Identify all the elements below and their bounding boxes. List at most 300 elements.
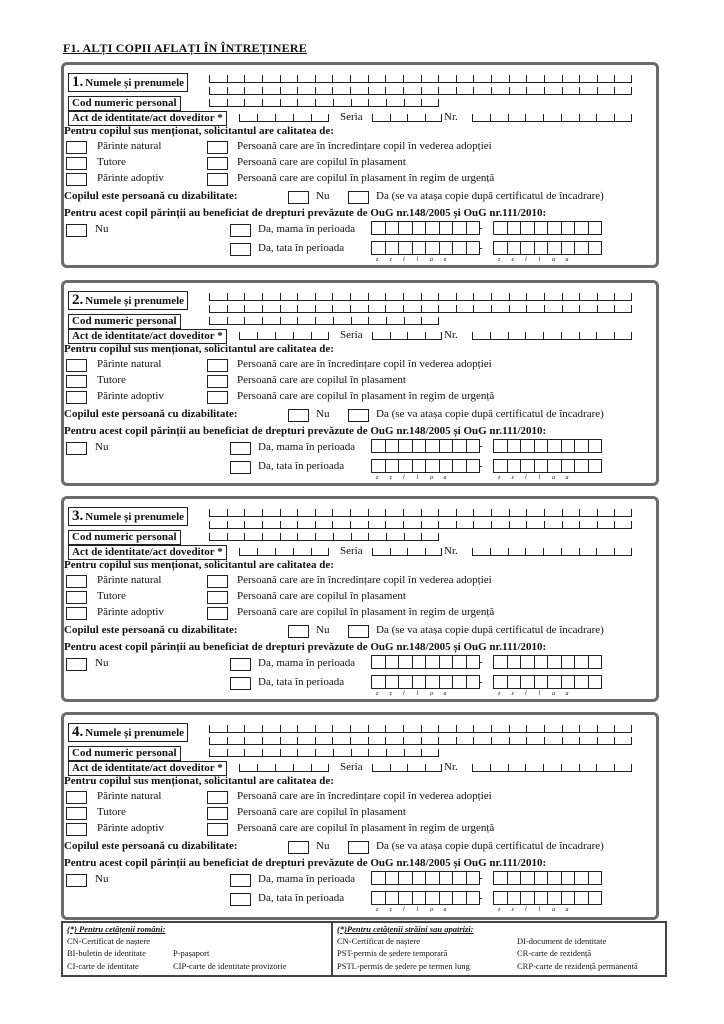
legend-box: [61, 921, 667, 977]
date-hint: l: [525, 907, 527, 913]
cnp-field[interactable]: [209, 99, 439, 107]
date-digit-cell[interactable]: [398, 891, 413, 913]
date-digit-cell[interactable]: [385, 871, 400, 885]
date-hint: l: [416, 691, 419, 697]
dizabilitate-nu-checkbox[interactable]: [288, 625, 309, 638]
section-number: 2.: [72, 292, 84, 308]
date-hint: z: [376, 475, 379, 481]
nr-label: Nr.: [444, 111, 458, 123]
date-digit-cell[interactable]: [493, 221, 508, 235]
date-digit-cell[interactable]: [493, 871, 508, 885]
date-digit-cell[interactable]: [588, 241, 603, 255]
incredintare-label: Persoană care are în încredințare copil în vederea adopției: [237, 140, 492, 152]
parinte-adoptiv-label: Părinte adoptiv: [97, 606, 164, 618]
plasament-checkbox[interactable]: [207, 591, 228, 604]
date-digit-cell[interactable]: [412, 871, 427, 885]
mama-period-start[interactable]: [372, 871, 480, 885]
plasament-label: Persoană care are copilul în plasament: [237, 374, 406, 386]
date-digit-cell[interactable]: [452, 655, 467, 669]
parinte-natural-checkbox[interactable]: [66, 359, 87, 372]
date-digit-cell[interactable]: [412, 891, 427, 913]
date-digit-cell[interactable]: [561, 871, 576, 885]
mama-period-start[interactable]: [372, 221, 480, 235]
date-digit-cell[interactable]: [588, 871, 603, 885]
date-digit-cell[interactable]: [466, 891, 481, 905]
mama-checkbox[interactable]: [230, 658, 251, 671]
date-digit-cell[interactable]: [493, 439, 508, 453]
plasament-urgenta-checkbox[interactable]: [207, 173, 228, 186]
date-digit-cell[interactable]: [439, 241, 454, 263]
date-digit-cell[interactable]: [588, 655, 603, 669]
date-digit-cell[interactable]: [507, 675, 522, 697]
date-digit-cell[interactable]: [507, 891, 522, 913]
parinte-adoptiv-checkbox[interactable]: [66, 173, 87, 186]
dizabilitate-nu-checkbox[interactable]: [288, 841, 309, 854]
date-digit-cell[interactable]: [466, 221, 481, 235]
drepturi-nu-checkbox[interactable]: [66, 224, 87, 237]
cnp-field[interactable]: [209, 749, 439, 757]
date-digit-cell[interactable]: [493, 655, 508, 669]
date-digit-cell[interactable]: [493, 675, 508, 697]
cnp-label: Cod numeric personal: [68, 530, 181, 545]
nr-field[interactable]: [472, 764, 632, 772]
date-hint: l: [403, 691, 405, 697]
period-dash: -: [479, 872, 483, 884]
plasament-checkbox[interactable]: [207, 807, 228, 820]
drepturi-question: Pentru acest copil părinții au beneficiat de drepturi prevăzute de OuG nr.148/2005 și OuG nr.111/2010:: [64, 641, 547, 653]
date-digit-cell[interactable]: [425, 655, 440, 669]
date-digit-cell[interactable]: [412, 655, 427, 669]
date-digit-cell[interactable]: [507, 221, 522, 235]
date-digit-cell[interactable]: [466, 655, 481, 669]
mama-period-end[interactable]: [494, 221, 602, 235]
date-digit-cell[interactable]: [385, 459, 400, 481]
date-digit-cell[interactable]: [412, 439, 427, 453]
name-field[interactable]: [209, 509, 632, 517]
date-hint: a: [552, 257, 555, 263]
tutore-checkbox[interactable]: [66, 375, 87, 388]
date-digit-cell[interactable]: [520, 241, 535, 263]
name-field[interactable]: [209, 75, 632, 83]
date-digit-cell[interactable]: [588, 439, 603, 453]
date-digit-cell[interactable]: [534, 675, 549, 697]
date-hint: l: [538, 257, 541, 263]
date-digit-cell[interactable]: [425, 439, 440, 453]
date-digit-cell[interactable]: [412, 221, 427, 235]
mama-period-end[interactable]: [494, 439, 602, 453]
plasament-label: Persoană care are copilul în plasament: [237, 806, 406, 818]
incredintare-checkbox[interactable]: [207, 359, 228, 372]
date-digit-cell[interactable]: [385, 241, 400, 263]
date-digit-cell[interactable]: [371, 459, 386, 481]
date-digit-cell[interactable]: [452, 459, 467, 473]
child-section-2: [61, 280, 659, 486]
date-digit-cell[interactable]: [452, 221, 467, 235]
date-digit-cell[interactable]: [547, 655, 562, 669]
date-digit-cell[interactable]: [520, 459, 535, 481]
seria-field[interactable]: [372, 114, 442, 122]
date-digit-cell[interactable]: [534, 221, 549, 235]
mama-period-start[interactable]: [372, 655, 480, 669]
date-digit-cell[interactable]: [398, 675, 413, 697]
act-type-field[interactable]: [239, 114, 329, 122]
incredintare-checkbox[interactable]: [207, 575, 228, 588]
parinte-adoptiv-checkbox[interactable]: [66, 607, 87, 620]
dizabilitate-nu-label: Nu: [316, 624, 330, 636]
date-digit-cell[interactable]: [574, 439, 589, 453]
date-digit-cell[interactable]: [398, 459, 413, 481]
date-digit-cell[interactable]: [466, 675, 481, 689]
act-type-field[interactable]: [239, 548, 329, 556]
date-digit-cell[interactable]: [371, 871, 386, 885]
date-hint: a: [443, 257, 447, 263]
mama-period-start[interactable]: [372, 439, 480, 453]
date-digit-cell[interactable]: [561, 439, 576, 453]
plasament-urgenta-label: Persoană care are copilul în plasament în regim de urgență: [237, 606, 495, 618]
drepturi-nu-checkbox[interactable]: [66, 658, 87, 671]
tata-checkbox[interactable]: [230, 243, 251, 256]
date-digit-cell[interactable]: [439, 439, 454, 453]
calitate-question: Pentru copilul sus menționat, solicitantul are calitatea de:: [64, 559, 334, 571]
tata-period-start[interactable]: [372, 891, 480, 913]
date-digit-cell[interactable]: [534, 891, 549, 913]
date-digit-cell[interactable]: [398, 655, 413, 669]
tutore-checkbox[interactable]: [66, 157, 87, 170]
date-digit-cell[interactable]: [452, 675, 467, 689]
date-digit-cell[interactable]: [561, 675, 576, 697]
date-digit-cell[interactable]: [507, 439, 522, 453]
date-hint: z: [376, 257, 379, 263]
dizabilitate-da-checkbox[interactable]: [348, 625, 369, 638]
act-label: Act de identitate/act doveditor *: [68, 329, 227, 344]
cnp-field[interactable]: [209, 317, 439, 325]
date-digit-cell[interactable]: [534, 655, 549, 669]
parinte-natural-checkbox[interactable]: [66, 575, 87, 588]
tata-checkbox[interactable]: [230, 893, 251, 906]
date-digit-cell[interactable]: [466, 459, 481, 473]
dizabilitate-da-checkbox[interactable]: [348, 191, 369, 204]
date-digit-cell[interactable]: [371, 241, 386, 263]
date-hint: z: [511, 691, 514, 697]
plasament-urgenta-checkbox[interactable]: [207, 391, 228, 404]
date-digit-cell[interactable]: [412, 675, 427, 697]
calitate-question: Pentru copilul sus menționat, solicitantul are calitatea de:: [64, 343, 334, 355]
date-digit-cell[interactable]: [561, 655, 576, 669]
name-field[interactable]: [209, 293, 632, 301]
date-digit-cell[interactable]: [466, 439, 481, 453]
date-hint: a: [430, 475, 433, 481]
name-label-text: Numele și prenumele: [85, 77, 185, 89]
date-hint: z: [498, 257, 501, 263]
date-digit-cell[interactable]: [371, 655, 386, 669]
name-field-second-line[interactable]: [209, 87, 632, 95]
name-field-second-line[interactable]: [209, 521, 632, 529]
date-hint: a: [552, 475, 555, 481]
dizabilitate-da-label: Da (se va atașa copie după certificatul de încadrare): [376, 408, 604, 420]
period-dash: -: [479, 440, 483, 452]
date-digit-cell[interactable]: [439, 221, 454, 235]
calitate-question: Pentru copilul sus menționat, solicitantul are calitatea de:: [64, 125, 334, 137]
tutore-label: Tutore: [97, 374, 126, 386]
date-digit-cell[interactable]: [412, 241, 427, 263]
date-digit-cell[interactable]: [493, 241, 508, 263]
dizabilitate-da-checkbox[interactable]: [348, 409, 369, 422]
tata-period-end[interactable]: [494, 675, 602, 697]
tata-label: Da, tata în perioada: [258, 676, 345, 688]
date-digit-cell[interactable]: [493, 459, 508, 481]
date-digit-cell[interactable]: [439, 871, 454, 885]
date-digit-cell[interactable]: [547, 891, 562, 913]
legend-str-item: PSTL-permis de ședere pe termen lung: [337, 961, 470, 971]
tata-period-start[interactable]: [372, 241, 480, 263]
parinte-adoptiv-label: Părinte adoptiv: [97, 390, 164, 402]
date-digit-cell[interactable]: [452, 439, 467, 453]
plasament-urgenta-checkbox[interactable]: [207, 823, 228, 836]
dizabilitate-nu-checkbox[interactable]: [288, 409, 309, 422]
date-hint: a: [565, 257, 569, 263]
period-dash: -: [479, 460, 483, 472]
legend-str-title: (*)Pentru cetățenii străini sau apatrizi:: [337, 924, 474, 934]
period-dash: -: [479, 656, 483, 668]
date-digit-cell[interactable]: [466, 241, 481, 255]
date-hint: z: [498, 691, 501, 697]
date-digit-cell[interactable]: [385, 675, 400, 697]
tata-label: Da, tata în perioada: [258, 892, 345, 904]
name-field-second-line[interactable]: [209, 737, 632, 745]
date-digit-cell[interactable]: [439, 891, 454, 913]
date-digit-cell[interactable]: [520, 871, 535, 885]
date-digit-cell[interactable]: [466, 871, 481, 885]
act-type-field[interactable]: [239, 764, 329, 772]
date-digit-cell[interactable]: [371, 221, 386, 235]
cnp-label: Cod numeric personal: [68, 314, 181, 329]
parinte-natural-checkbox[interactable]: [66, 791, 87, 804]
dizabilitate-da-label: Da (se va atașa copie după certificatul de încadrare): [376, 624, 604, 636]
dizabilitate-da-label: Da (se va atașa copie după certificatul de încadrare): [376, 190, 604, 202]
parinte-adoptiv-checkbox[interactable]: [66, 823, 87, 836]
date-hint: l: [403, 257, 405, 263]
date-digit-cell[interactable]: [574, 241, 589, 255]
date-digit-cell[interactable]: [561, 459, 576, 481]
date-digit-cell[interactable]: [534, 871, 549, 885]
date-hint: a: [565, 691, 569, 697]
tata-label: Da, tata în perioada: [258, 242, 345, 254]
date-digit-cell[interactable]: [507, 655, 522, 669]
date-digit-cell[interactable]: [588, 891, 603, 905]
date-digit-cell[interactable]: [385, 221, 400, 235]
date-digit-cell[interactable]: [520, 655, 535, 669]
act-label: Act de identitate/act doveditor *: [68, 761, 227, 776]
date-digit-cell[interactable]: [574, 871, 589, 885]
parinte-natural-checkbox[interactable]: [66, 141, 87, 154]
tutore-checkbox[interactable]: [66, 591, 87, 604]
date-digit-cell[interactable]: [588, 675, 603, 689]
mama-label: Da, mama în perioada: [258, 873, 356, 885]
mama-label: Da, mama în perioada: [258, 657, 356, 669]
nr-label: Nr.: [444, 761, 458, 773]
drepturi-question: Pentru acest copil părinții au beneficiat de drepturi prevăzute de OuG nr.148/2005 și OuG nr.111/2010:: [64, 207, 547, 219]
date-digit-cell[interactable]: [371, 891, 386, 913]
seria-field[interactable]: [372, 548, 442, 556]
date-digit-cell[interactable]: [452, 241, 467, 255]
tata-period-end[interactable]: [494, 891, 602, 913]
date-hint: l: [538, 475, 541, 481]
date-digit-cell[interactable]: [452, 871, 467, 885]
date-digit-cell[interactable]: [425, 891, 440, 913]
seria-field[interactable]: [372, 764, 442, 772]
date-digit-cell[interactable]: [547, 439, 562, 453]
incredintare-checkbox[interactable]: [207, 141, 228, 154]
drepturi-nu-label: Nu: [95, 657, 109, 669]
date-digit-cell[interactable]: [439, 675, 454, 697]
date-digit-cell[interactable]: [574, 459, 589, 473]
period-dash: -: [479, 892, 483, 904]
section-number: 1.: [72, 74, 84, 90]
date-digit-cell[interactable]: [507, 871, 522, 885]
date-digit-cell[interactable]: [398, 221, 413, 235]
date-digit-cell[interactable]: [547, 871, 562, 885]
plasament-label: Persoană care are copilul în plasament: [237, 590, 406, 602]
dizabilitate-question: Copilul este persoană cu dizabilitate:: [64, 408, 238, 420]
dizabilitate-nu-checkbox[interactable]: [288, 191, 309, 204]
nr-field[interactable]: [472, 114, 632, 122]
drepturi-nu-checkbox[interactable]: [66, 874, 87, 887]
date-digit-cell[interactable]: [547, 241, 562, 263]
incredintare-checkbox[interactable]: [207, 791, 228, 804]
name-label-text: Numele și prenumele: [85, 727, 185, 739]
date-digit-cell[interactable]: [507, 241, 522, 263]
date-digit-cell[interactable]: [588, 221, 603, 235]
date-digit-cell[interactable]: [385, 439, 400, 453]
tata-checkbox[interactable]: [230, 461, 251, 474]
date-digit-cell[interactable]: [574, 891, 589, 905]
period-dash: -: [479, 676, 483, 688]
seria-label: Seria: [340, 545, 363, 557]
date-hint: a: [552, 907, 555, 913]
legend-ro-item: BI-buletin de identitate: [67, 948, 146, 958]
date-digit-cell[interactable]: [574, 655, 589, 669]
mama-checkbox[interactable]: [230, 874, 251, 887]
date-digit-cell[interactable]: [425, 459, 440, 481]
mama-checkbox[interactable]: [230, 224, 251, 237]
date-digit-cell[interactable]: [520, 675, 535, 697]
mama-period-end[interactable]: [494, 655, 602, 669]
date-digit-cell[interactable]: [561, 221, 576, 235]
date-digit-cell[interactable]: [385, 655, 400, 669]
date-hint: z: [389, 257, 392, 263]
legend-str-item: DI-document de identitate: [517, 936, 607, 946]
date-digit-cell[interactable]: [425, 871, 440, 885]
act-label: Act de identitate/act doveditor *: [68, 545, 227, 560]
date-digit-cell[interactable]: [425, 241, 440, 263]
date-digit-cell[interactable]: [412, 459, 427, 481]
date-digit-cell[interactable]: [547, 221, 562, 235]
mama-period-end[interactable]: [494, 871, 602, 885]
date-digit-cell[interactable]: [398, 439, 413, 453]
legend-ro-item: CN-Certificat de naștere: [67, 936, 151, 946]
legend-ro-title: (*) Pentru cetățenii români:: [67, 924, 166, 934]
seria-field[interactable]: [372, 332, 442, 340]
parinte-adoptiv-checkbox[interactable]: [66, 391, 87, 404]
parinte-adoptiv-label: Părinte adoptiv: [97, 172, 164, 184]
date-hint: l: [416, 907, 419, 913]
date-hint: l: [525, 257, 527, 263]
date-hint: a: [430, 907, 433, 913]
tata-period-end[interactable]: [494, 241, 602, 263]
section-number: 3.: [72, 508, 84, 524]
date-digit-cell[interactable]: [385, 891, 400, 913]
date-digit-cell[interactable]: [439, 459, 454, 481]
incredintare-label: Persoană care are în încredințare copil în vederea adopției: [237, 790, 492, 802]
tata-period-start[interactable]: [372, 459, 480, 481]
date-digit-cell[interactable]: [534, 459, 549, 481]
date-digit-cell[interactable]: [398, 871, 413, 885]
date-hint: z: [511, 907, 514, 913]
tutore-label: Tutore: [97, 590, 126, 602]
name-field[interactable]: [209, 725, 632, 733]
date-digit-cell[interactable]: [520, 891, 535, 913]
drepturi-nu-label: Nu: [95, 441, 109, 453]
plasament-urgenta-checkbox[interactable]: [207, 607, 228, 620]
plasament-urgenta-label: Persoană care are copilul în plasament în regim de urgență: [237, 172, 495, 184]
date-digit-cell[interactable]: [493, 891, 508, 913]
name-label-text: Numele și prenumele: [85, 295, 185, 307]
date-digit-cell[interactable]: [439, 655, 454, 669]
date-digit-cell[interactable]: [588, 459, 603, 473]
date-digit-cell[interactable]: [534, 439, 549, 453]
date-digit-cell[interactable]: [452, 891, 467, 905]
tutore-checkbox[interactable]: [66, 807, 87, 820]
tata-period-start[interactable]: [372, 675, 480, 697]
date-digit-cell[interactable]: [425, 221, 440, 235]
drepturi-nu-checkbox[interactable]: [66, 442, 87, 455]
date-digit-cell[interactable]: [520, 221, 535, 235]
mama-checkbox[interactable]: [230, 442, 251, 455]
nr-field[interactable]: [472, 332, 632, 340]
nr-field[interactable]: [472, 548, 632, 556]
tutore-label: Tutore: [97, 806, 126, 818]
date-digit-cell[interactable]: [371, 675, 386, 697]
name-field-second-line[interactable]: [209, 305, 632, 313]
cnp-field[interactable]: [209, 533, 439, 541]
tata-period-end[interactable]: [494, 459, 602, 481]
date-hint: l: [403, 907, 405, 913]
plasament-checkbox[interactable]: [207, 157, 228, 170]
act-type-field[interactable]: [239, 332, 329, 340]
date-digit-cell[interactable]: [547, 459, 562, 481]
date-digit-cell[interactable]: [561, 891, 576, 913]
date-digit-cell[interactable]: [507, 459, 522, 481]
plasament-checkbox[interactable]: [207, 375, 228, 388]
dizabilitate-question: Copilul este persoană cu dizabilitate:: [64, 840, 238, 852]
date-digit-cell[interactable]: [574, 675, 589, 689]
date-digit-cell[interactable]: [574, 221, 589, 235]
date-digit-cell[interactable]: [371, 439, 386, 453]
date-digit-cell[interactable]: [534, 241, 549, 263]
date-hint: a: [443, 691, 447, 697]
tata-checkbox[interactable]: [230, 677, 251, 690]
date-digit-cell[interactable]: [425, 675, 440, 697]
seria-label: Seria: [340, 329, 363, 341]
dizabilitate-da-checkbox[interactable]: [348, 841, 369, 854]
date-digit-cell[interactable]: [561, 241, 576, 263]
date-digit-cell[interactable]: [398, 241, 413, 263]
date-digit-cell[interactable]: [547, 675, 562, 697]
seria-label: Seria: [340, 111, 363, 123]
date-hint: l: [416, 475, 419, 481]
date-digit-cell[interactable]: [520, 439, 535, 453]
legend-str-item: PST-permis de ședere temporară: [337, 948, 448, 958]
